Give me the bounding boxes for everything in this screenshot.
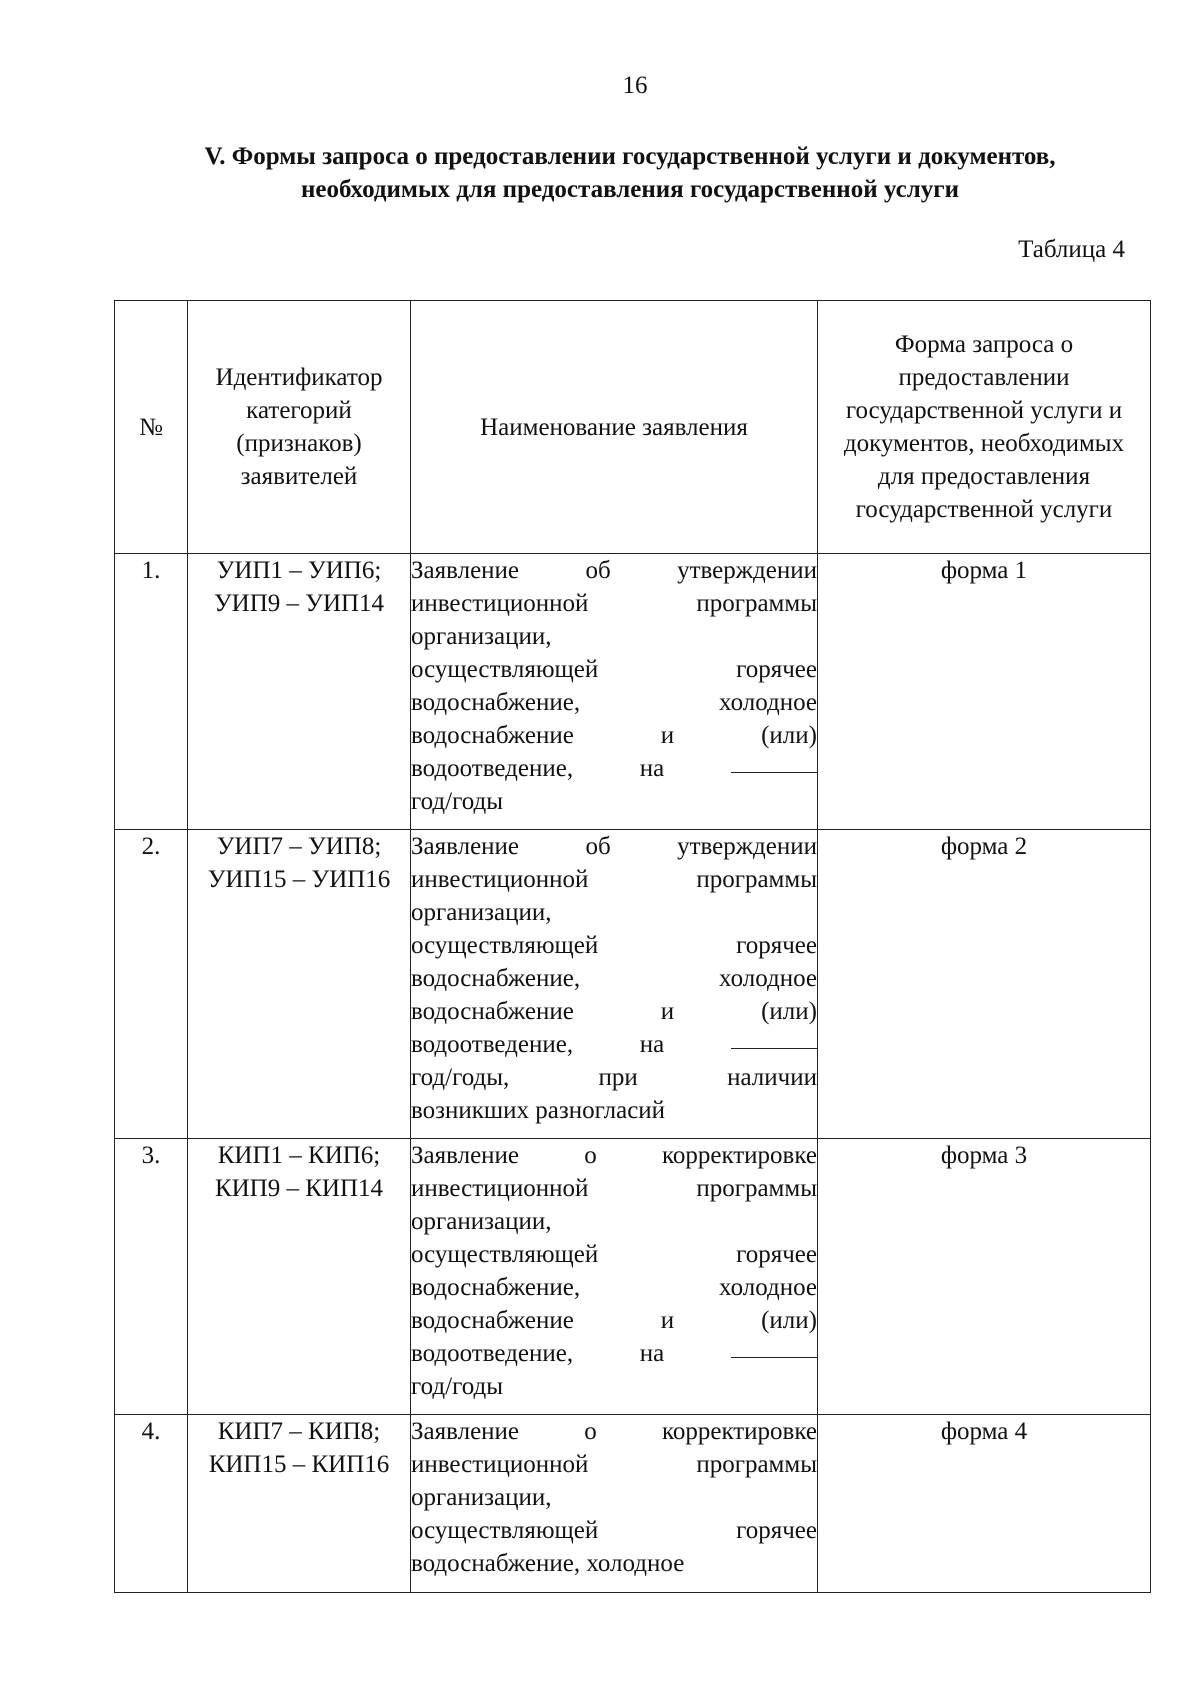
- word: утверждении: [677, 557, 817, 584]
- application-name-line: [411, 1172, 817, 1205]
- application-name-line: [411, 1337, 817, 1370]
- word: инвестиционной: [411, 590, 589, 617]
- table-row: [115, 830, 1151, 1139]
- application-name-line: год/годы: [411, 1373, 504, 1400]
- table-caption: Таблица 4: [1018, 236, 1125, 263]
- word: Заявление: [411, 557, 520, 584]
- application-name-line: [411, 1139, 817, 1172]
- row-number: 2.: [115, 830, 188, 1139]
- word: водоснабжение: [411, 722, 574, 749]
- word: горячее: [736, 1241, 817, 1268]
- word: холодное: [719, 965, 817, 992]
- application-name-line: [411, 1448, 817, 1481]
- row-request-form: форма 2: [818, 830, 1151, 1139]
- application-name-line: [411, 1028, 817, 1061]
- application-name-line: возникших разногласий: [411, 1097, 666, 1124]
- word: программы: [696, 866, 817, 893]
- word: горячее: [736, 932, 817, 959]
- row-application-name: [411, 1415, 818, 1593]
- forms-table: [114, 300, 1151, 1593]
- word: на: [639, 1031, 665, 1058]
- word: корректировке: [661, 1418, 817, 1445]
- row-number: 3.: [115, 1139, 188, 1415]
- section-heading-line-2: необходимых для предоставления государственной услуги: [301, 176, 959, 203]
- word: осуществляющей: [411, 932, 599, 959]
- word: на: [639, 755, 665, 782]
- header-identifier: Идентификатор категорий (признаков) заявителей: [188, 301, 411, 554]
- word: осуществляющей: [411, 1517, 599, 1544]
- word: водоснабжение,: [411, 965, 581, 992]
- application-name-line: организации,: [411, 1208, 552, 1235]
- identifier-line: КИП7 – КИП8;: [217, 1418, 381, 1445]
- application-name-line: [411, 1415, 817, 1448]
- word: водоотведение,: [411, 755, 574, 782]
- fill-in-blank: [731, 1337, 817, 1358]
- word: наличии: [727, 1064, 817, 1091]
- word: водоснабжение,: [411, 1274, 581, 1301]
- row-application-name: [411, 830, 818, 1139]
- identifier-line: УИП15 – УИП16: [207, 866, 391, 893]
- fill-in-blank: [731, 752, 817, 773]
- word: (или): [761, 1307, 817, 1334]
- section-heading-line-1: V. Формы запроса о предоставлении государственной услуги и документов,: [204, 143, 1056, 170]
- application-name-line: [411, 752, 817, 785]
- row-application-name: [411, 554, 818, 830]
- word: водоснабжение,: [411, 689, 581, 716]
- application-name-line: организации,: [411, 623, 552, 650]
- word: инвестиционной: [411, 1175, 589, 1202]
- word: Заявление: [411, 1142, 520, 1169]
- table-row: [115, 1415, 1151, 1593]
- row-identifier: [188, 554, 411, 830]
- row-identifier: [188, 1415, 411, 1593]
- word: программы: [696, 1175, 817, 1202]
- application-name-line: [411, 1304, 817, 1337]
- word: холодное: [719, 689, 817, 716]
- word: год/годы,: [411, 1064, 510, 1091]
- table-row: [115, 1139, 1151, 1415]
- row-application-name: [411, 1139, 818, 1415]
- header-number: №: [115, 301, 188, 554]
- identifier-line: КИП9 – КИП14: [214, 1175, 384, 1202]
- application-name-line: [411, 1238, 817, 1271]
- application-name-line: [411, 929, 817, 962]
- application-name-line: [411, 995, 817, 1028]
- application-name-line: [411, 863, 817, 896]
- section-heading: [110, 140, 1150, 206]
- word: и: [660, 722, 675, 749]
- word: водоснабжение: [411, 1307, 574, 1334]
- word: инвестиционной: [411, 1451, 589, 1478]
- word: инвестиционной: [411, 866, 589, 893]
- page-number: 16: [622, 72, 648, 99]
- header-application-name: Наименование заявления: [411, 301, 818, 554]
- row-number: 1.: [115, 554, 188, 830]
- application-name-line: [411, 962, 817, 995]
- word: осуществляющей: [411, 656, 599, 683]
- word: программы: [696, 590, 817, 617]
- word: (или): [761, 998, 817, 1025]
- word: об: [585, 833, 611, 860]
- word: Заявление: [411, 833, 520, 860]
- table-row: [115, 554, 1151, 830]
- header-request-form: Форма запроса о предоставлении государственной услуги и документов, необходимых для предоставления государственной услуги: [818, 301, 1151, 554]
- application-name-line: [411, 830, 817, 863]
- row-request-form: форма 3: [818, 1139, 1151, 1415]
- row-number: 4.: [115, 1415, 188, 1593]
- identifier-line: КИП15 – КИП16: [208, 1451, 390, 1478]
- word: осуществляющей: [411, 1241, 599, 1268]
- table-header-row: [115, 301, 1151, 554]
- word: корректировке: [661, 1142, 817, 1169]
- word: водоотведение,: [411, 1031, 574, 1058]
- identifier-line: УИП1 – УИП6;: [216, 557, 382, 584]
- application-name-line: год/годы: [411, 788, 504, 815]
- application-name-line: [411, 1271, 817, 1304]
- word: и: [660, 998, 675, 1025]
- word: водоснабжение: [411, 998, 574, 1025]
- row-identifier: [188, 830, 411, 1139]
- fill-in-blank: [731, 1028, 817, 1049]
- word: о: [584, 1142, 597, 1169]
- row-request-form: форма 4: [818, 1415, 1151, 1593]
- word: (или): [761, 722, 817, 749]
- row-identifier: [188, 1139, 411, 1415]
- application-name-line: [411, 686, 817, 719]
- row-request-form: форма 1: [818, 554, 1151, 830]
- word: утверждении: [677, 833, 817, 860]
- word: холодное: [719, 1274, 817, 1301]
- application-name-line: организации,: [411, 1484, 552, 1511]
- application-name-line: [411, 719, 817, 752]
- word: об: [585, 557, 611, 584]
- application-name-line: [411, 554, 817, 587]
- application-name-line: водоснабжение, холодное: [411, 1550, 685, 1577]
- word: горячее: [736, 1517, 817, 1544]
- application-name-line: [411, 1514, 817, 1547]
- word: Заявление: [411, 1418, 520, 1445]
- word: горячее: [736, 656, 817, 683]
- application-name-line: [411, 587, 817, 620]
- word: и: [660, 1307, 675, 1334]
- word: на: [639, 1340, 665, 1367]
- word: программы: [696, 1451, 817, 1478]
- word: о: [584, 1418, 597, 1445]
- identifier-line: УИП9 – УИП14: [213, 590, 385, 617]
- identifier-line: УИП7 – УИП8;: [216, 833, 382, 860]
- word: водоотведение,: [411, 1340, 574, 1367]
- application-name-line: [411, 1061, 817, 1094]
- identifier-line: КИП1 – КИП6;: [217, 1142, 381, 1169]
- application-name-line: [411, 653, 817, 686]
- word: при: [598, 1064, 638, 1091]
- application-name-line: организации,: [411, 899, 552, 926]
